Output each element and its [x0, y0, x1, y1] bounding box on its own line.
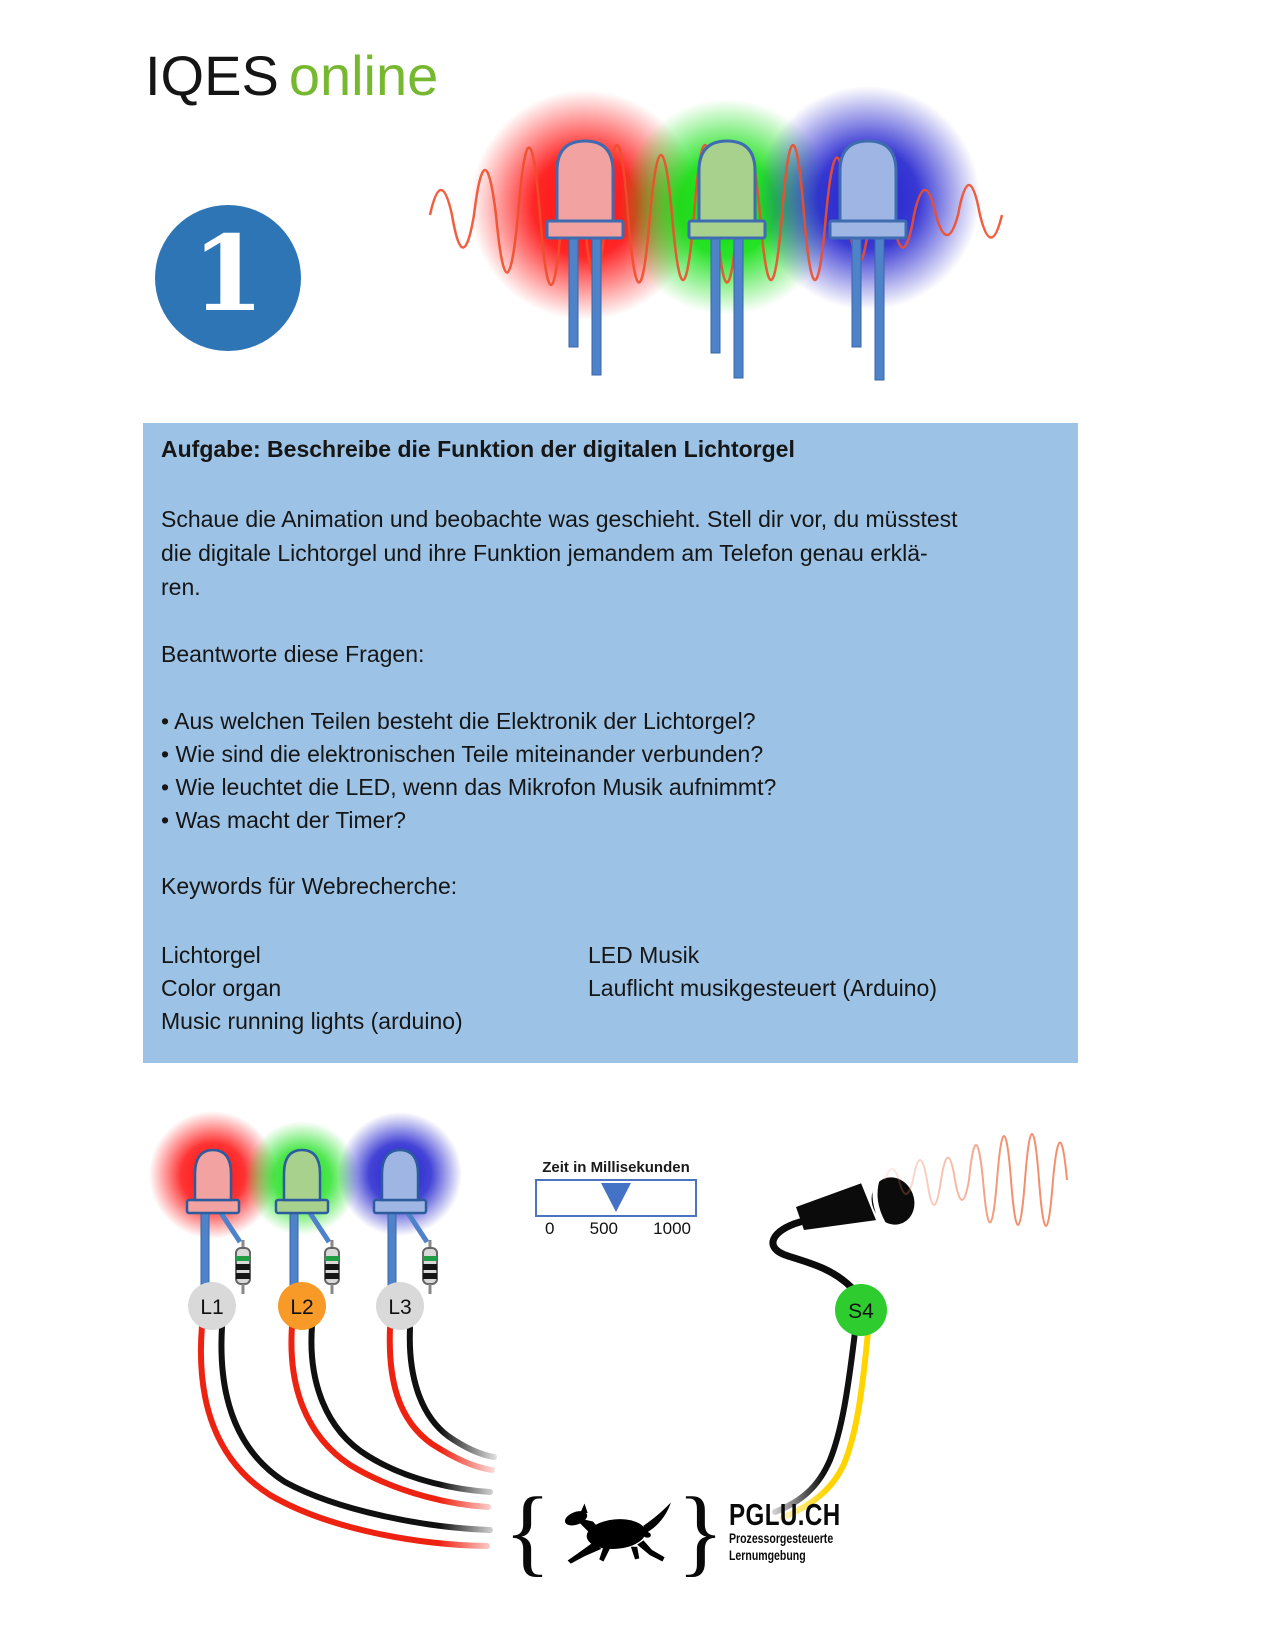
timer-tick: 1000 [653, 1219, 691, 1238]
timer-widget [535, 1159, 697, 1239]
timer-slider-handle[interactable] [601, 1183, 631, 1212]
pglu-subtitle-2: Lernumgebung [729, 1548, 806, 1563]
task-intro [161, 502, 1060, 604]
brace-left: { [504, 1478, 552, 1586]
led-flange [689, 221, 765, 238]
node-l1-label: L1 [200, 1296, 224, 1319]
node-s4 [835, 1284, 887, 1336]
keyword-left: Music running lights (arduino) [161, 1008, 463, 1034]
led-waveform-illustration [430, 55, 1010, 385]
timer-tick: 500 [589, 1219, 618, 1238]
led-flange [547, 221, 623, 238]
led-leg [569, 235, 578, 347]
node-l3-label: L3 [388, 1296, 412, 1319]
question-item: • Aus welchen Teilen besteht die Elektronik der Lichtorgel? [161, 708, 756, 734]
keywords-heading: Keywords für Webrecherche: [161, 873, 458, 899]
task-title: Aufgabe: Beschreibe die Funktion der digitalen Lichtorgel [161, 436, 795, 462]
question-item: • Was macht der Timer? [161, 807, 406, 833]
task-intro-line: ren. [161, 574, 201, 600]
horse-icon [555, 1500, 673, 1564]
keyword-row [161, 939, 1060, 972]
iqes-logo-black: IQES [145, 44, 279, 107]
keyword-row [161, 1005, 1060, 1038]
task-box [143, 423, 1078, 1063]
led-leg [290, 1212, 298, 1286]
timer-ticks [535, 1217, 697, 1239]
led-leg [734, 235, 743, 378]
keyword-right: LED Musik [588, 942, 700, 968]
led-leg [852, 235, 861, 347]
node-l2-label: L2 [290, 1296, 314, 1319]
resistor-icon [423, 1240, 437, 1294]
led-dome [840, 141, 896, 221]
timer-tick: 0 [545, 1219, 555, 1238]
step-badge [155, 205, 301, 351]
led-dome [557, 141, 613, 221]
led-dome [699, 141, 755, 221]
led-wires [201, 1326, 494, 1546]
question-item: • Wie leuchtet die LED, wenn das Mikrofon Musik aufnimmt? [161, 774, 777, 800]
node-s4-label: S4 [848, 1300, 874, 1323]
pglu-subtitle-1: Prozessorgesteuerte [729, 1531, 834, 1546]
led-leg [592, 235, 601, 375]
led-flange [374, 1200, 426, 1213]
timer-slider-track[interactable] [535, 1179, 697, 1217]
node-l3 [376, 1282, 424, 1330]
questions-heading: Beantworte diese Fragen: [161, 641, 425, 667]
wire-black [775, 1332, 855, 1512]
led-leg [388, 1212, 396, 1286]
mic-cable [773, 1222, 852, 1288]
step-number: 1 [191, 212, 265, 335]
keywords-table [161, 939, 1060, 1038]
node-l1 [188, 1282, 236, 1330]
led-dome [382, 1150, 418, 1200]
iqes-logo [145, 44, 439, 107]
wire-red [390, 1328, 492, 1470]
led-leg [875, 235, 884, 380]
brace-right: } [677, 1478, 725, 1586]
led-dome [284, 1150, 320, 1200]
keyword-right: Lauflicht musikgesteuert (Arduino) [588, 975, 937, 1001]
mic-wires [775, 1332, 868, 1518]
timer-label: Zeit in Millisekunden [542, 1159, 690, 1176]
keyword-row [161, 972, 1060, 1005]
resistor-icon [236, 1240, 250, 1294]
resistor-icon [325, 1240, 339, 1294]
keyword-left: Lichtorgel [161, 942, 261, 968]
pglu-name: PGLU.CH [729, 1497, 841, 1532]
task-intro-line: die digitale Lichtorgel und ihre Funktion jemandem am Telefon genau erklä- [161, 540, 928, 566]
microphone-icon [773, 1171, 922, 1288]
questions-list [161, 705, 1060, 837]
led-leg [711, 235, 720, 353]
led-flange [830, 221, 906, 238]
led-flange [187, 1200, 239, 1213]
question-item: • Wie sind die elektronischen Teile miteinander verbunden? [161, 741, 764, 767]
wire-yellow [782, 1332, 868, 1518]
led-leg [201, 1212, 209, 1286]
iqes-logo-green: online [288, 44, 439, 107]
led-flange [276, 1200, 328, 1213]
keyword-left: Color organ [161, 975, 282, 1001]
led-dome [195, 1150, 231, 1200]
pglu-text [729, 1497, 841, 1564]
node-l2 [278, 1282, 326, 1330]
pglu-logo [504, 1478, 872, 1586]
task-intro-line: Schaue die Animation und beobachte was geschieht. Stell dir vor, du müsstest [161, 506, 958, 532]
